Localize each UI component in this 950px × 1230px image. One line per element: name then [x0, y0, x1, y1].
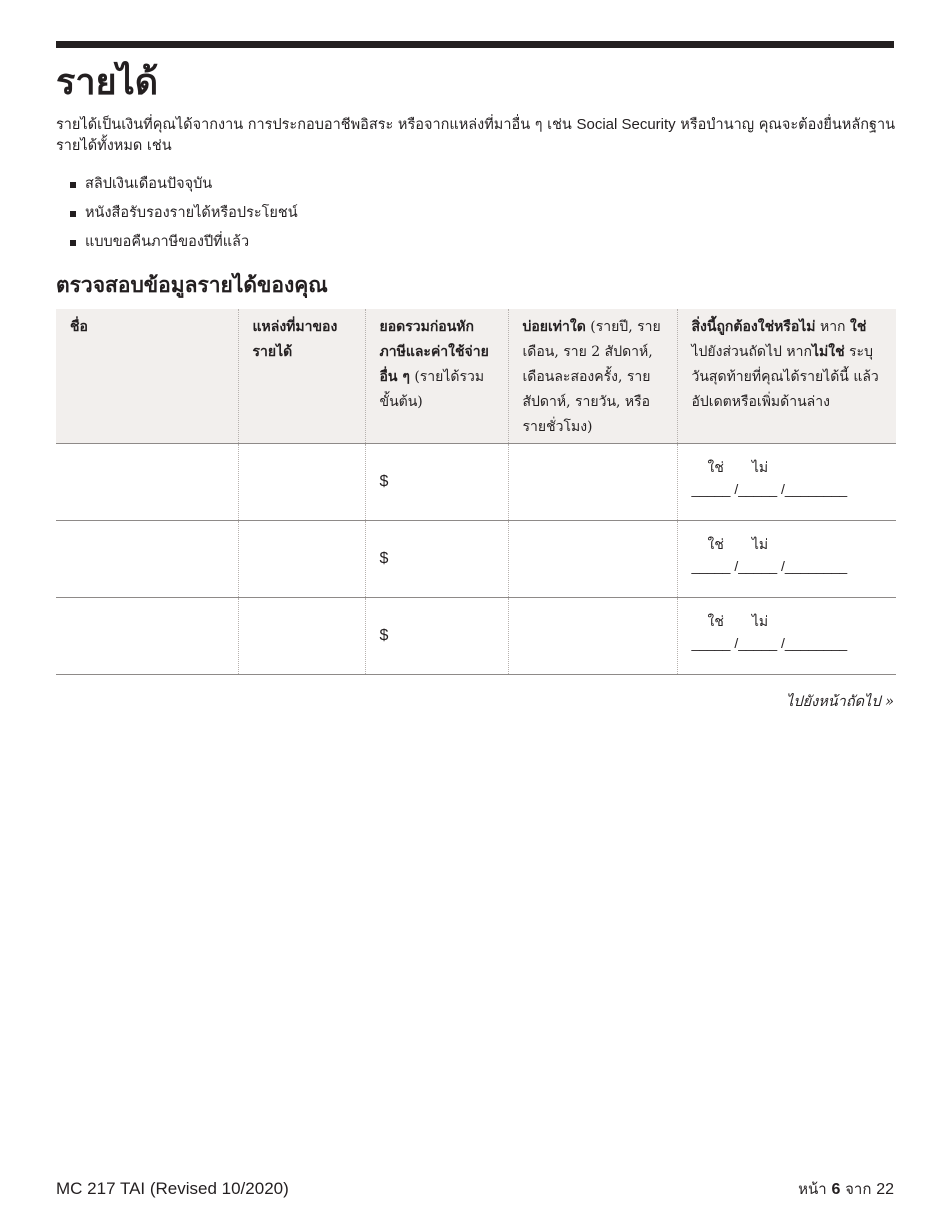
table-header-row [56, 309, 896, 444]
table-row [56, 521, 896, 598]
list-item-label: แบบขอคืนภาษีของปีที่แล้ว [85, 234, 250, 250]
top-rule [56, 41, 894, 48]
source-cell[interactable] [238, 598, 365, 675]
list-item [70, 170, 298, 199]
yes-option[interactable]: ใช่ [707, 614, 724, 630]
intro-text-social-security: Social Security [576, 116, 676, 133]
bullet-square-icon [70, 211, 76, 217]
page-title: รายได้ [56, 61, 159, 103]
form-number: MC 217 TAI (Revised 10/2020) [56, 1179, 289, 1198]
source-cell[interactable] [238, 521, 365, 598]
col-header-correct: สิ่งนี้ถูกต้องใช่หรือไม่ หาก ใช่ ไปยังส่วนถัดไป หากไม่ใช่ ระบุวันสุดท้ายที่คุณได้รายได้นี้ แล้วอัปเดตหรือเพิ่มด้านล่าง [677, 309, 896, 444]
total-cell[interactable] [365, 521, 508, 598]
dollar-sign: $ [379, 627, 389, 644]
no-option[interactable]: ไม่ [751, 537, 769, 553]
name-cell[interactable] [56, 598, 238, 675]
date-field[interactable]: _____ /_____ /________ [691, 558, 848, 574]
total-cell[interactable] [365, 598, 508, 675]
table-row [56, 444, 896, 521]
list-item [70, 199, 298, 228]
frequency-cell[interactable] [508, 598, 677, 675]
frequency-cell[interactable] [508, 444, 677, 521]
total-cell[interactable] [365, 444, 508, 521]
date-field[interactable]: _____ /_____ /________ [691, 481, 848, 497]
date-field[interactable]: _____ /_____ /________ [691, 635, 848, 651]
page-indicator [798, 1177, 894, 1202]
page-prefix: หน้า [798, 1180, 827, 1198]
dollar-sign: $ [379, 473, 389, 490]
correct-cell [677, 598, 896, 675]
next-page-link[interactable]: ไปยังหน้าถัดไป » [786, 694, 894, 710]
col-header-frequency: บ่อยเท่าใด (รายปี, รายเดือน, ราย 2 สัปดาห์, เดือนละสองครั้ง, รายสัปดาห์, รายวัน, หรือ รายชั่วโมง) [508, 309, 677, 444]
intro-text-1: รายได้เป็นเงินที่คุณได้จากงาน การประกอบอาชีพอิสระ หรือจากแหล่งที่มาอื่น ๆ เช่น [56, 117, 577, 133]
dollar-sign: $ [379, 550, 389, 567]
bullet-square-icon [70, 240, 76, 246]
page-of: จาก [845, 1180, 872, 1198]
yes-option[interactable]: ใช่ [707, 537, 724, 553]
section-title: ตรวจสอบข้อมูลรายได้ของคุณ [56, 272, 328, 297]
total-pages: 22 [876, 1181, 894, 1198]
correct-cell [677, 521, 896, 598]
bullet-square-icon [70, 182, 76, 188]
col-header-total: ยอดรวมก่อนหักภาษีและค่าใช้จ่ายอื่น ๆ (รายได้รวมขั้นต้น) [365, 309, 508, 444]
no-option[interactable]: ไม่ [751, 460, 769, 476]
list-item-label: สลิปเงินเดือนปัจจุบัน [85, 176, 213, 192]
table-row [56, 598, 896, 675]
source-cell[interactable] [238, 444, 365, 521]
income-table [56, 309, 896, 675]
frequency-cell[interactable] [508, 521, 677, 598]
proof-list [70, 170, 298, 257]
list-item-label: หนังสือรับรองรายได้หรือประโยชน์ [85, 205, 298, 221]
name-cell[interactable] [56, 444, 238, 521]
no-option[interactable]: ไม่ [751, 614, 769, 630]
col-header-name: ชื่อ [56, 309, 238, 444]
name-cell[interactable] [56, 521, 238, 598]
current-page: 6 [831, 1181, 841, 1198]
intro-paragraph [56, 114, 896, 157]
col-header-source: แหล่งที่มาของรายได้ [238, 309, 365, 444]
correct-cell [677, 444, 896, 521]
yes-option[interactable]: ใช่ [707, 460, 724, 476]
list-item [70, 228, 298, 257]
intro-text-2: หรือบำนาญ คุณจะต้องยื่นหลักฐานรายได้ทั้งหมด เช่น [56, 117, 896, 154]
